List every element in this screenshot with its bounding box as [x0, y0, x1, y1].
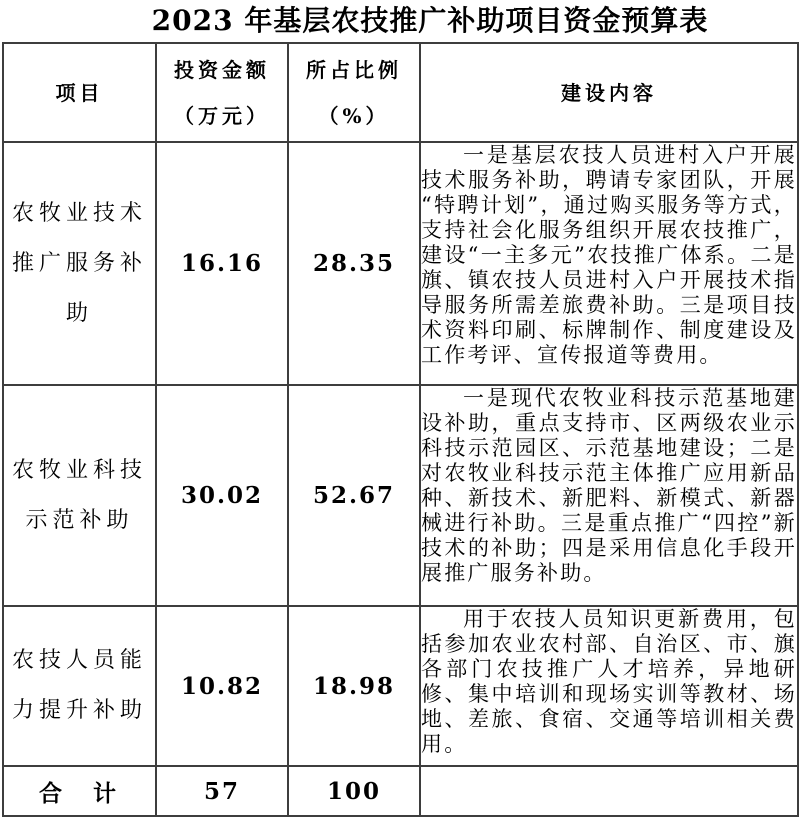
- table-row: [3, 606, 798, 766]
- column-header-project: [3, 43, 156, 142]
- table-header-row: [3, 43, 798, 142]
- amount-cell: 16.16: [156, 142, 288, 385]
- budget-table: [2, 42, 799, 817]
- content-cell: [420, 606, 798, 766]
- project-name-cell: 农牧业技术推广服务补助: [3, 142, 156, 385]
- content-paragraph: 一是基层农技人员进村入户开展技术服务补助，聘请专家团队，开展“特聘计划”，通过购买服务等方式，支持社会化服务组织开展农技推广，建设“一主多元”农技推广体系。二是旗、镇农技人员进村入户开展技术指导服务所需差旅费补助。三是项目技术资料印刷、标牌制作、制度建设及工作考评、宣传报道等费用。: [421, 143, 797, 367]
- column-header-ratio-line1: 所占比例: [306, 57, 402, 82]
- column-header-ratio: [288, 43, 420, 142]
- column-header-amount-line1: 投资金额: [174, 57, 270, 82]
- table-row: [3, 385, 798, 606]
- total-ratio-cell: 100: [288, 766, 420, 816]
- total-content-cell: [420, 766, 798, 816]
- amount-cell: 10.82: [156, 606, 288, 766]
- project-name-cell: 农技人员能力提升补助: [3, 606, 156, 766]
- column-header-content-label: 建设内容: [561, 80, 657, 105]
- content-cell: [420, 142, 798, 385]
- amount-cell: 30.02: [156, 385, 288, 606]
- column-header-content: [420, 43, 798, 142]
- column-header-amount-line2: （万元）: [174, 103, 270, 128]
- content-paragraph: 用于农技人员知识更新费用，包括参加农业农村部、自治区、市、旗各部门农技推广人才培养，异地研修、集中培训和现场实训等教材、场地、差旅、食宿、交通等培训相关费用。: [421, 607, 797, 756]
- ratio-cell: 52.67: [288, 385, 420, 606]
- column-header-amount: [156, 43, 288, 142]
- column-header-ratio-line2: （%）: [318, 103, 390, 128]
- project-name-cell: 农牧业科技示范补助: [3, 385, 156, 606]
- ratio-cell: 28.35: [288, 142, 420, 385]
- total-label-cell: 合 计: [3, 766, 156, 816]
- table-row: [3, 142, 798, 385]
- content-cell: [420, 385, 798, 606]
- column-header-project-label: 项目: [55, 80, 104, 105]
- page-title: 2023 年基层农技推广补助项目资金预算表: [151, 4, 709, 37]
- content-paragraph: 一是现代农牧业科技示范基地建设补助，重点支持市、区两级农业示科技示范园区、示范基地建设；二是对农牧业科技示范主体推广应用新品种、新技术、新肥料、新模式、新器械进行补助。三是重点推广“四控”新技术的补助；四是采用信息化手段开展推广服务补助。: [421, 386, 797, 585]
- table-total-row: [3, 766, 798, 816]
- ratio-cell: 18.98: [288, 606, 420, 766]
- total-amount-cell: 57: [156, 766, 288, 816]
